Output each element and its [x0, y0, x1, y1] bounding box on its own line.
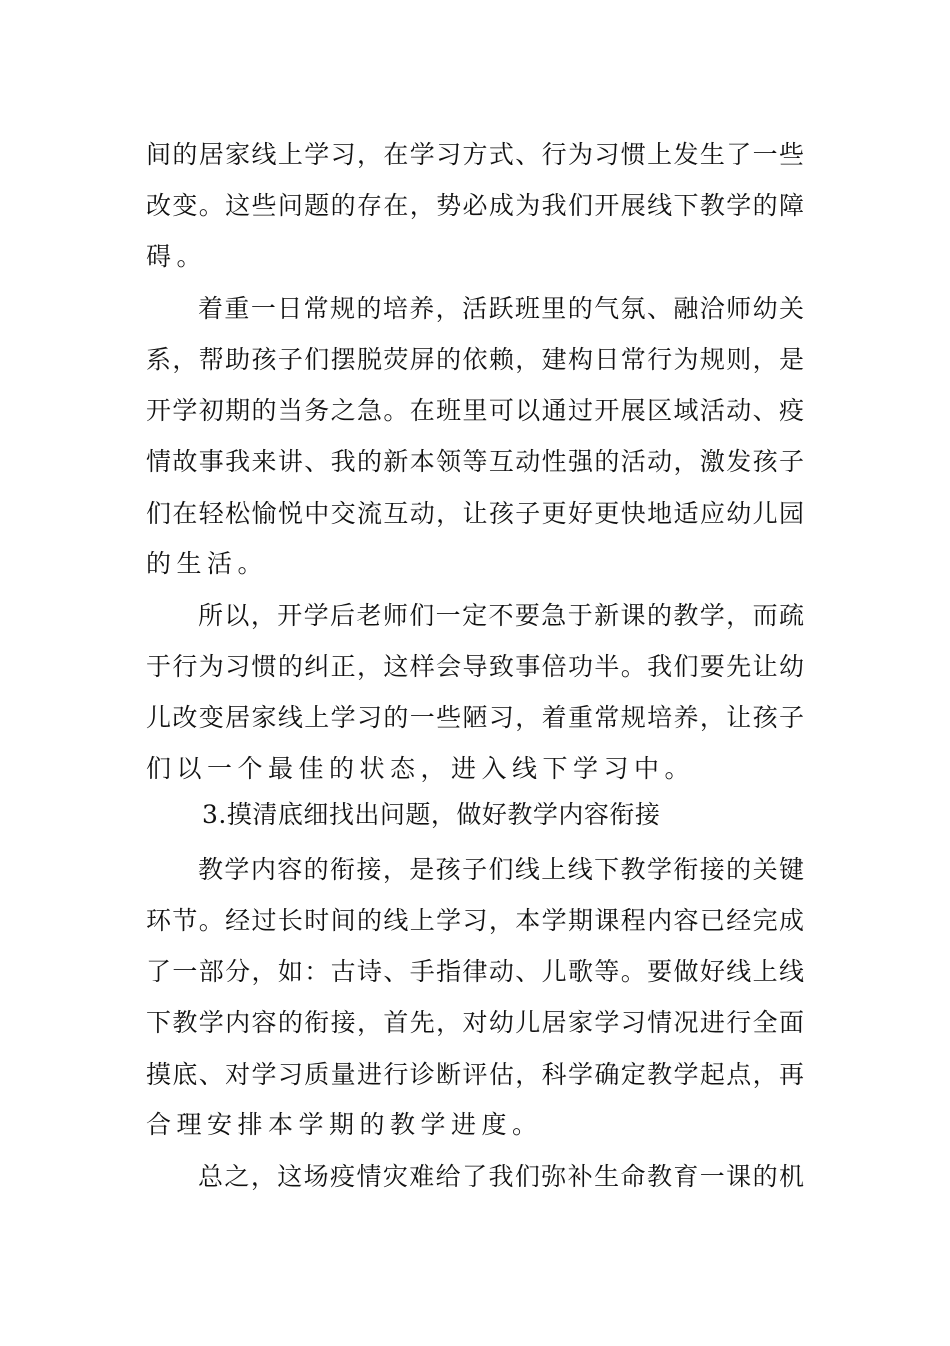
paragraph-first-line: 所以，开学后老师们一定不要急于新课的教学，而疏	[198, 601, 804, 630]
text-line: 儿改变居家线上学习的一些陋习，着重常规培养，让孩子	[146, 703, 804, 732]
paragraph-first-line: 教学内容的衔接，是孩子们线上线下教学衔接的关键	[198, 855, 804, 884]
text-line: 改变。这些问题的存在，势必成为我们开展线下教学的障	[146, 191, 804, 220]
text-line: 碍。	[146, 242, 208, 271]
paragraph-first-line: 总之，这场疫情灾难给了我们弥补生命教育一课的机	[198, 1162, 804, 1191]
text-line: 摸底、对学习质量进行诊断评估，科学确定教学起点，再	[146, 1060, 804, 1089]
text-line: 的生活。	[146, 549, 269, 578]
paragraph-first-line: 着重一日常规的培养，活跃班里的气氛、融洽师幼关	[198, 294, 804, 323]
text-line: 情故事我来讲、我的新本领等互动性强的活动，激发孩子	[146, 447, 804, 476]
text-line: 于行为习惯的纠正，这样会导致事倍功半。我们要先让幼	[146, 652, 804, 681]
section-heading: 3.摸清底细找出问题，做好教学内容衔接	[202, 800, 661, 829]
text-line: 合理安排本学期的教学进度。	[146, 1110, 543, 1139]
text-line: 了一部分，如：古诗、手指律动、儿歌等。要做好线上线	[146, 957, 804, 986]
text-line: 开学初期的当务之急。在班里可以通过开展区域活动、疫	[146, 396, 804, 425]
text-line: 系，帮助孩子们摆脱荧屏的依赖，建构日常行为规则，是	[146, 345, 804, 374]
text-line: 们在轻松愉悦中交流互动，让孩子更好更快地适应幼儿园	[146, 499, 804, 528]
text-line: 下教学内容的衔接，首先，对幼儿居家学习情况进行全面	[146, 1008, 804, 1037]
text-line: 们以一个最佳的状态，进入线下学习中。	[146, 754, 696, 783]
text-line: 间的居家线上学习，在学习方式、行为习惯上发生了一些	[146, 140, 804, 169]
text-line: 环节。经过长时间的线上学习，本学期课程内容已经完成	[146, 906, 804, 935]
